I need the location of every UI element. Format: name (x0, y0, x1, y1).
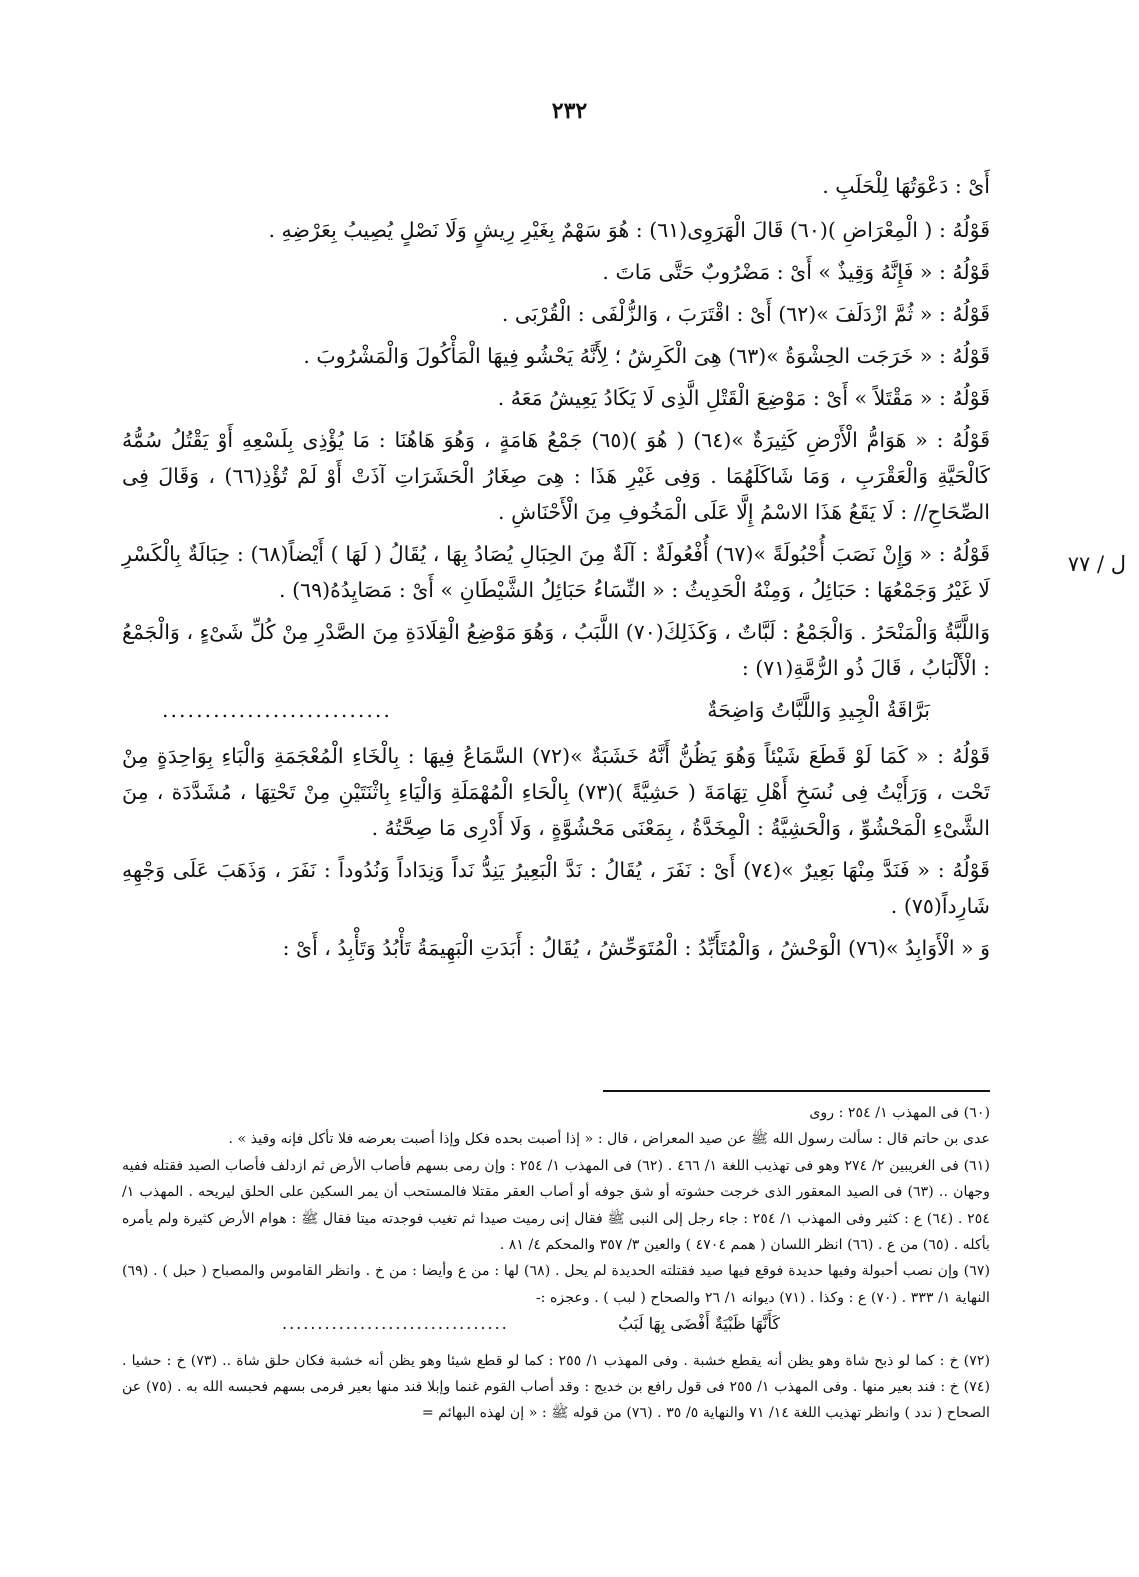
page-number: ٢٣٢ (551, 98, 588, 124)
footnote: (٦١) فى الغريبين ٢/ ٢٧٤ وهو فى تهذيب اللغة ١/ ٤٦٦ . (٦٢) فى المهذب ١/ ٢٥٤ : وإن رمى بسهم فأصاب الأرض ثم ازدلف فأصاب الصيد فقتله ففيه وجهان .. (٦٣) فى الصيد المعقور الذى خرجت حشوته أو شق جوفه أو أصاب العقر مقتلا فالمستحب أن يمر السكين على الحلق ليريحه . المهذب ١/ ٢٥٤ . (٦٤) ع : كثير وفى المهذب ١/ ٢٥٤ : جاء رجل إلى النبى ﷺ فقال إنى رميت صيدا ثم تغيب فوجدته ميتا فقال ﷺ : هوام الأرض كثيرة ولم يأمره بأكله . (٦٥) من ع . (٦٦) انظر اللسان ( همم ٤٧٠٤ ) والعين ٣/ ٣٥٧ والمحكم ٤/ ٨١ . (122, 1157, 990, 1254)
paragraph: قَوْلُهُ : « كَمَا لَوْ قَطَعَ شَيْئاً وَهُوَ يَظُنُّ أَنَّهُ خَشَبَةٌ »(٧٢) السَّمَاعُ فِيهَا : بِالْخَاءِ الْمُعْجَمَةِ وَالْبَاءِ بِوَاحِدَةٍ مِنْ تَحْت ، وَرَأَيْتُ فِى نُسَخِ أَهْلِ تِهَامَةَ ( حَشِيَّةً )(٧٣) بِالْحَاءِ الْمُهْمَلَةِ وَالْيَاءِ بِاثْنَتَيْنِ مِنْ تَحْتِهَا ، مُشَدَّدَة ، مِنَ الشَّىْءِ الْمَحْشُوِّ ، وَالْحَشِيَّةُ : الْمِخَدَّةُ ، بِمَعْنَى مَحْشُوَّةٍ ، وَلَا أَدْرِى مَا صِحَّتُهُ . (122, 744, 990, 840)
paragraph: قَوْلُهُ : « مَقْتَلاً » أَىْ : مَوْضِعَ الْقَتْلِ الَّذِى لَا يَكَادُ يَعِيشُ مَعَهُ . (497, 386, 990, 410)
verse-hemistich: بَرَّاقَةُ الْجِيدِ وَاللَّبَّاتُ وَاضِحَةٌ (707, 698, 930, 722)
footnote-verse (122, 1311, 990, 1337)
paragraph: وَ « الْأَوَابِدُ »(٧٦) الْوَحْشُ ، وَالْمُتَأَبِّدُ : الْمُتَوَحِّشُ ، يُقَالُ : أَبَدَتِ الْبَهِيمَةُ تَأْبُدُ وَتَأْبِدُ ، أَىْ : (282, 936, 990, 960)
manuscript-folio-ref: ل / ٧٧ (1067, 552, 1126, 576)
verse-hemistich: كَأَنَّهَا ظَبْيَةٌ أَفْضَى بِهَا لَبَبُ (618, 1314, 780, 1334)
footnote-separator (603, 1090, 990, 1092)
footnotes (122, 1100, 990, 1427)
paragraph: قَوْلُهُ : « فَإِنَّهُ وَقِيذٌ » أَىْ : مَضْرُوبٌ حَتَّى مَاتَ . (602, 260, 990, 284)
poetry-verse (122, 692, 990, 728)
verse-ellipsis: ........................... (162, 698, 392, 722)
text-line: أَىْ : دَعْوَتُهَا لِلْحَلَبِ . (822, 174, 990, 198)
paragraph: قَوْلُهُ : ( الْمِعْرَاضِ )(٦٠) قَالَ الْهَرَوِى(٦١) : هُوَ سَهْمٌ بِغَيْرِ رِيشٍ وَلَا نَصْلٍ يُصِيبُ بِعَرْضِهِ . (268, 218, 990, 242)
main-text (122, 168, 990, 972)
paragraph: وَاللَّبَّةُ وَالْمَنْحَرُ . وَالْجَمْعُ : لَبَّاتٌ ، وَكَذَلِكَ(٧٠) اللَّبَبُ ، وَهُوَ مَوْضِعُ الْقِلَادَةِ مِنَ الصَّدْرِ مِنْ كُلِّ شَىْءٍ ، وَالْجَمْعُ : الْأَلْبَابُ ، قَالَ ذُو الرُّمَّةِ(٧١) : (122, 620, 991, 680)
footnote: عدى بن حاتم قال : سألت رسول الله ﷺ عن صيد المعراض ، قال : « إذا أصبت بحده فكل وإذا أصبت بعرضه فلا تأكل فإنه وقيذ » . (228, 1131, 990, 1148)
paragraph: قَوْلُهُ : « هَوَامُّ الْأَرْضِ كَثِيرَةٌ »(٦٤) ( هُوَ )(٦٥) جَمْعُ هَامَةٍ ، وَهُوَ هَاهُنَا : مَا يُؤْذِى بِلَسْعِهِ أَوْ يَقْتُلُ سُمُّهُ كَالْحَيَّةِ وَالْعَقْرَبِ ، وَمَا شَاكَلَهُمَا . وَفِى غَيْرِ هَذَا : هِىَ صِغَارُ الْحَشَرَاتِ آذَتْ أَوْ لَمْ تُؤْذِ(٦٦) ، وَقَالَ فِى الصِّحَاحِ// : لَا يَقَعُ هَذَا الاسْمُ إِلَّا عَلَى الْمَخُوفِ مِنَ الْأَحْنَاشِ . (122, 428, 990, 524)
footnote: (٦٧) وإن نصب أحبولة وفيها حديدة فوقع فيها صيد فقتلته الحديدة لم يحل . (٦٨) لها : من ع وأيضا : من خ . وانظر القاموس والمصباح ( حبل ) . (٦٩) النهاية ١/ ٣٣٣ . (٧٠) ع : وكذا . (٧١) ديوانه ١/ ٢٦ والصحاح ( لبب ) . وعجزه :- (122, 1263, 990, 1306)
paragraph: قَوْلُهُ : « وَإِنْ نَصَبَ أُحْبُولَةً »(٦٧) أُفْعُولَةٌ : آلَةٌ مِنَ الحِبَالِ يُصَادُ بِهَا ، يُقَالُ ( لَهَا ) أَيْضاً(٦٨) : حِبَالَةٌ بِالْكَسْرِ لَا غَيْرُ وَجَمْعُهَا : حَبَائِلُ ، وَمِنْهُ الْحَدِيثُ : « النِّسَاءُ حَبَائِلُ الشَّيْطَانِ » أَىْ : مَصَايِدُهُ(٦٩) . (122, 542, 990, 602)
verse-ellipsis: ................................ (282, 1314, 509, 1334)
paragraph: قَوْلُهُ : « خَرَجَت الحِشْوَةُ »(٦٣) هِىَ الْكَرِشُ ؛ لِأَنَّهُ يَحْشُو فِيهَا الْمَأْكُولَ وَالْمَشْرُوبَ . (303, 344, 990, 368)
paragraph: قَوْلُهُ : « ثُمَّ ازْدَلَفَ »(٦٢) أَىْ : اقْتَرَبَ ، وَالزُّلْفَى : الْقُرْبَى . (501, 302, 990, 326)
footnote: (٧٢) خ : كما لو ذبح شاة وهو يظن أنه يقطع خشبة . وفى المهذب ١/ ٢٥٥ : كما لو قطع شيئا وهو يظن أنه خشبة فكان حلق شاة .. (٧٣) خ : حشيا . (٧٤) خ : فند بعير منها . وفى المهذب ١/ ٢٥٥ فى قول رافع بن خديج : وقد أصاب القوم غنما وإبلا فند منها بعير فرمى بسهم فحبسه الله به . (٧٥) عن الصحاح ( ندد ) وانظر تهذيب اللغة ١٤/ ٧١ والنهاية ٥/ ٣٥ . (٧٦) من قوله ﷺ : « إن لهذه البهائم = (122, 1352, 990, 1422)
footnote: (٦٠) فى المهذب ١/ ٢٥٤ : روى (809, 1105, 990, 1121)
paragraph: قَوْلُهُ : « فَنَدَّ مِنْهَا بَعِيرٌ »(٧٤) أَىْ : نَفَرَ ، يُقَالُ : نَدَّ الْبَعِيرُ يَنِدُّ نَداً وَنِدَاداً وَنُدُوداً : نَفَرَ ، وَذَهَبَ عَلَى وَجْهِهِ شَارِداً(٧٥) . (122, 858, 990, 918)
